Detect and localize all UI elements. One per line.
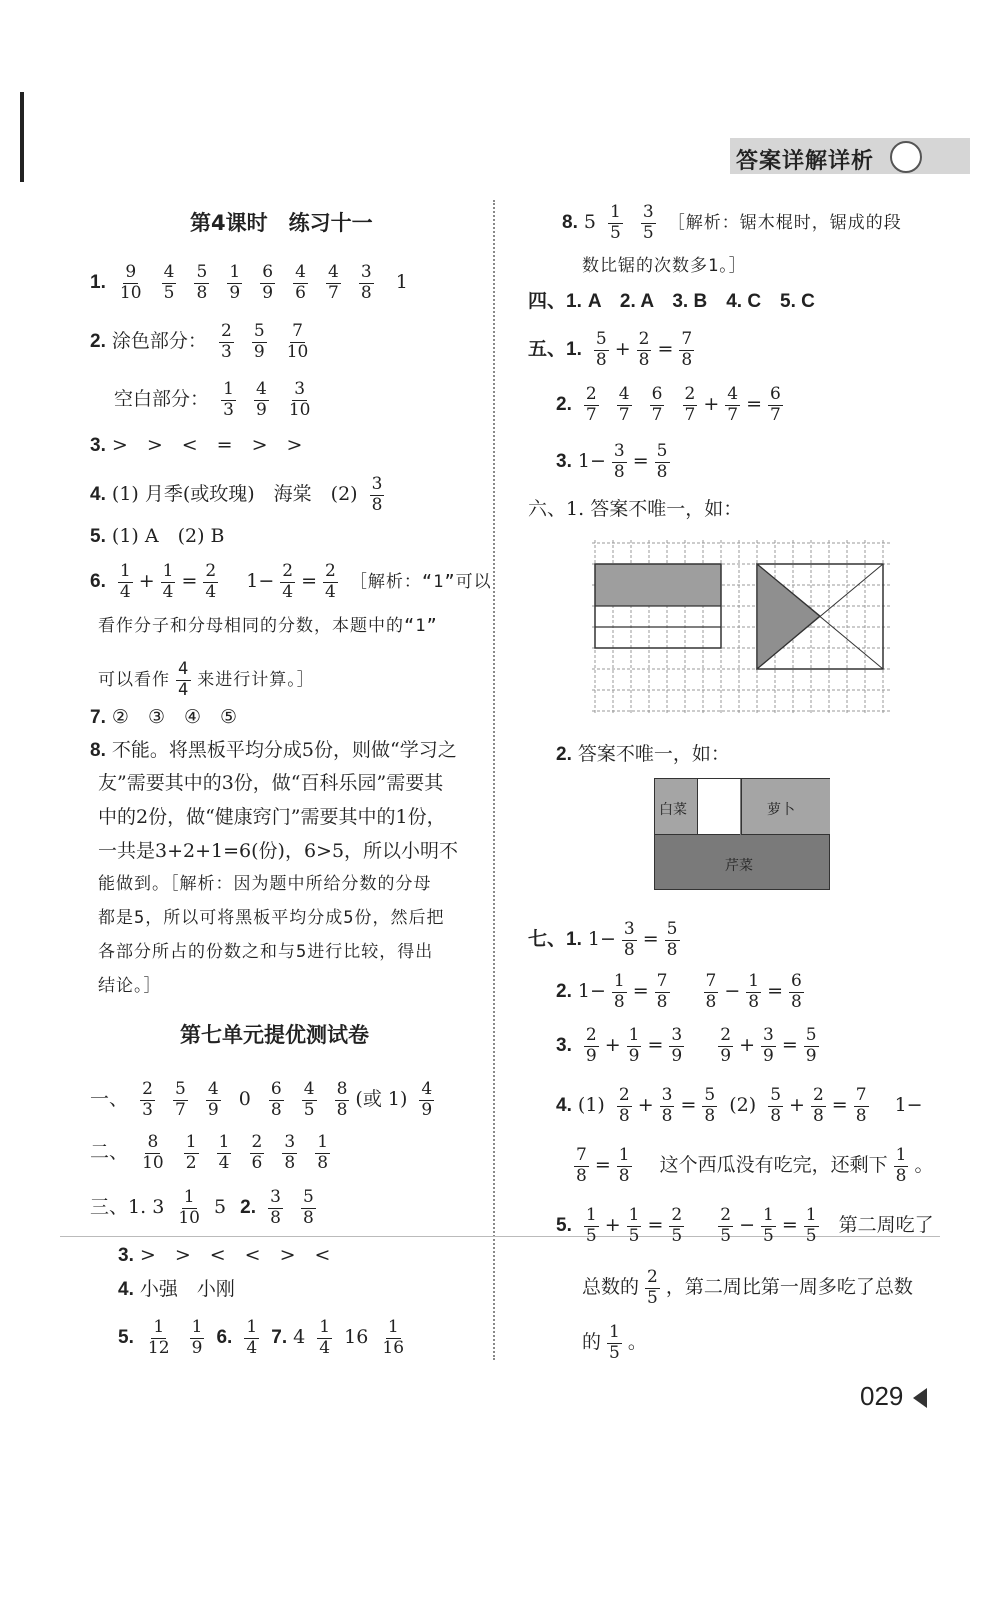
right-column [520,0,960,1400]
q8-line2: 友”需要其中的3份，做“百科乐园”需要其 [98,772,444,794]
s3-5: 5. $\frac{1}{12}$ $\frac{1}{9}$ 6. $\frac{1}{4}$ 7. 4 $\frac{1}{4}$ 16 $\frac{1}{16}$ [118,1317,405,1358]
s5-1: 五、1. $\frac{5}{8}$ + $\frac{2}{8}$ = $\frac{7}{8}$ [528,329,693,370]
s5-2: 2. $\frac{2}{7}$ $\frac{4}{7}$ $\frac{6}{7}$ $\frac{2}{7}$ + $\frac{4}{7}$ = $\frac{6}{7}$ [556,384,781,425]
s3-1: 三、1. 3 $\frac{1}{10}$ 5 2. $\frac{3}{8}$ $\frac{5}{8}$ [90,1187,314,1228]
s3-3: 3. > > < < > < [118,1244,331,1266]
r8-note2: 数比锯的次数多1。］ [582,256,747,276]
column-divider [493,200,495,1360]
s7-1: 七、1. 1− $\frac{3}{8}$ = $\frac{5}{8}$ [528,919,678,960]
q5: 5. (1) A (2) B [90,525,225,547]
garden-figure [654,778,830,890]
label-celery: 芹菜 [725,858,753,874]
q2-colored: 2. 涂色部分： $\frac{2}{3}$ $\frac{5}{9}$ $\frac{7}{10}$ [90,321,309,362]
s7-3: 3. $\frac{2}{9}$ + $\frac{1}{9}$ = $\frac{3}{9}$ $\frac{2}{9}$ + $\frac{3}{9}$ = $\frac{5}{9}$ [556,1025,817,1066]
q6-note-line2: 看作分子和分母相同的分数，本题中的“1” [98,616,438,636]
q8-line3: 中的2份，做“健康窍门”需要其中的1份， [98,806,446,828]
s7-5-line3: 的 $\frac{1}{5}$ 。 [582,1322,647,1363]
left-column [90,0,490,1400]
r8: 8. 5 $\frac{1}{5}$ $\frac{3}{5}$ ［解析：锯木棍时，锯成的段 [562,202,902,243]
shaded-triangle [757,564,820,669]
s7-2: 2. 1− $\frac{1}{8}$ = $\frac{7}{8}$ $\frac{7}{8}$ − $\frac{1}{8}$ = $\frac{6}{8}$ [556,971,802,1012]
s6-2: 2. 答案不唯一，如： [556,743,730,765]
q1: 1. $\frac{9}{10}$ $\frac{4}{5}$ $\frac{5}{8}$ $\frac{1}{9}$ $\frac{6}{9}$ $\frac{4}{6}$ $\frac{4}{7}$ $\frac{3}{8}$ 1 [90,262,408,303]
q3: 3. > > < = > > [90,434,303,456]
s6-1: 六、1. 答案不唯一，如： [528,498,743,520]
s3-4: 4. 小强 小刚 [118,1278,235,1300]
s7-5-line1: 5. $\frac{1}{5}$ + $\frac{1}{5}$ = $\frac{2}{5}$ $\frac{2}{5}$ − $\frac{1}{5}$ = $\frac{1}{5}$ 第二周吃了 [556,1205,934,1246]
s7-5-line2: 总数的 $\frac{2}{5}$ ，第二周比第一周多吃了总数 [582,1267,913,1308]
triangle-left-icon [913,1388,927,1408]
q8-line6: 都是5，所以可将黑板平均分成5份，然后把 [98,908,445,928]
blank-section [698,779,740,835]
q8-line5: 能做到。［解析：因为题中所给分数的分母 [98,874,432,894]
label-radish: 萝卜 [767,802,795,818]
label-cabbage: 白菜 [659,802,687,818]
s1: 一、 $\frac{2}{3}$ $\frac{5}{7}$ $\frac{4}{9}$ 0 $\frac{6}{8}$ $\frac{4}{5}$ $\frac{8}{8}$ (或 1) $\frac{4}{9}$ [90,1079,433,1120]
q6-note-line3: 可以看作 $\frac{4}{4}$ 来进行计算。］ [98,659,315,700]
lesson-title: 第4课时 练习十一 [190,211,373,235]
shaded-rectangle [595,564,721,606]
q8-line4: 一共是3+2+1=6(份)，6>5，所以小明不 [98,840,459,862]
q7: 7. ② ③ ④ ⑤ [90,706,238,728]
q4: 4. (1) 月季(或玫瑰) 海棠 (2) $\frac{3}{8}$ [90,474,383,515]
s7-4-line1: 4. (1) $\frac{2}{8}$ + $\frac{3}{8}$ = $\frac{5}{8}$ (2) $\frac{5}{8}$ + $\frac{2}{8}$ = $\frac{7}{8}$ 1− [556,1085,923,1126]
q8-line8: 结论。］ [98,976,162,996]
q6: 6. $\frac{1}{4}$ + $\frac{1}{4}$ = $\frac{2}{4}$ 1− $\frac{2}{4}$ = $\frac{2}{4}$ ［解析：“1”可以 [90,561,492,602]
s7-4-line2: $\frac{7}{8}$ = $\frac{1}{8}$ 这个西瓜没有吃完，还剩下 $\frac{1}{8}$ 。 [576,1145,934,1186]
q8-line1: 8. 不能。将黑板平均分成5份，则做“学习之 [90,739,457,761]
margin-mark [20,92,24,182]
unit-title: 第七单元提优测试卷 [180,1023,369,1047]
s4: 四、1. A 2. A 3. B 4. C 5. C [528,291,815,312]
s5-3: 3. 1− $\frac{3}{8}$ = $\frac{5}{8}$ [556,441,668,482]
s2: 二、 $\frac{8}{10}$ $\frac{1}{2}$ $\frac{1}{4}$ $\frac{2}{6}$ $\frac{3}{8}$ $\frac{1}{8}$ [90,1132,329,1173]
page-number: 029 [860,1381,927,1412]
grid-figure [592,540,892,715]
q2-blank: 空白部分： $\frac{1}{3}$ $\frac{4}{9}$ $\frac{3}{10}$ [114,379,311,420]
q8-line7: 各部分所占的份数之和与5进行比较，得出 [98,942,434,962]
banner-title: 答案详解详析 [736,149,875,174]
